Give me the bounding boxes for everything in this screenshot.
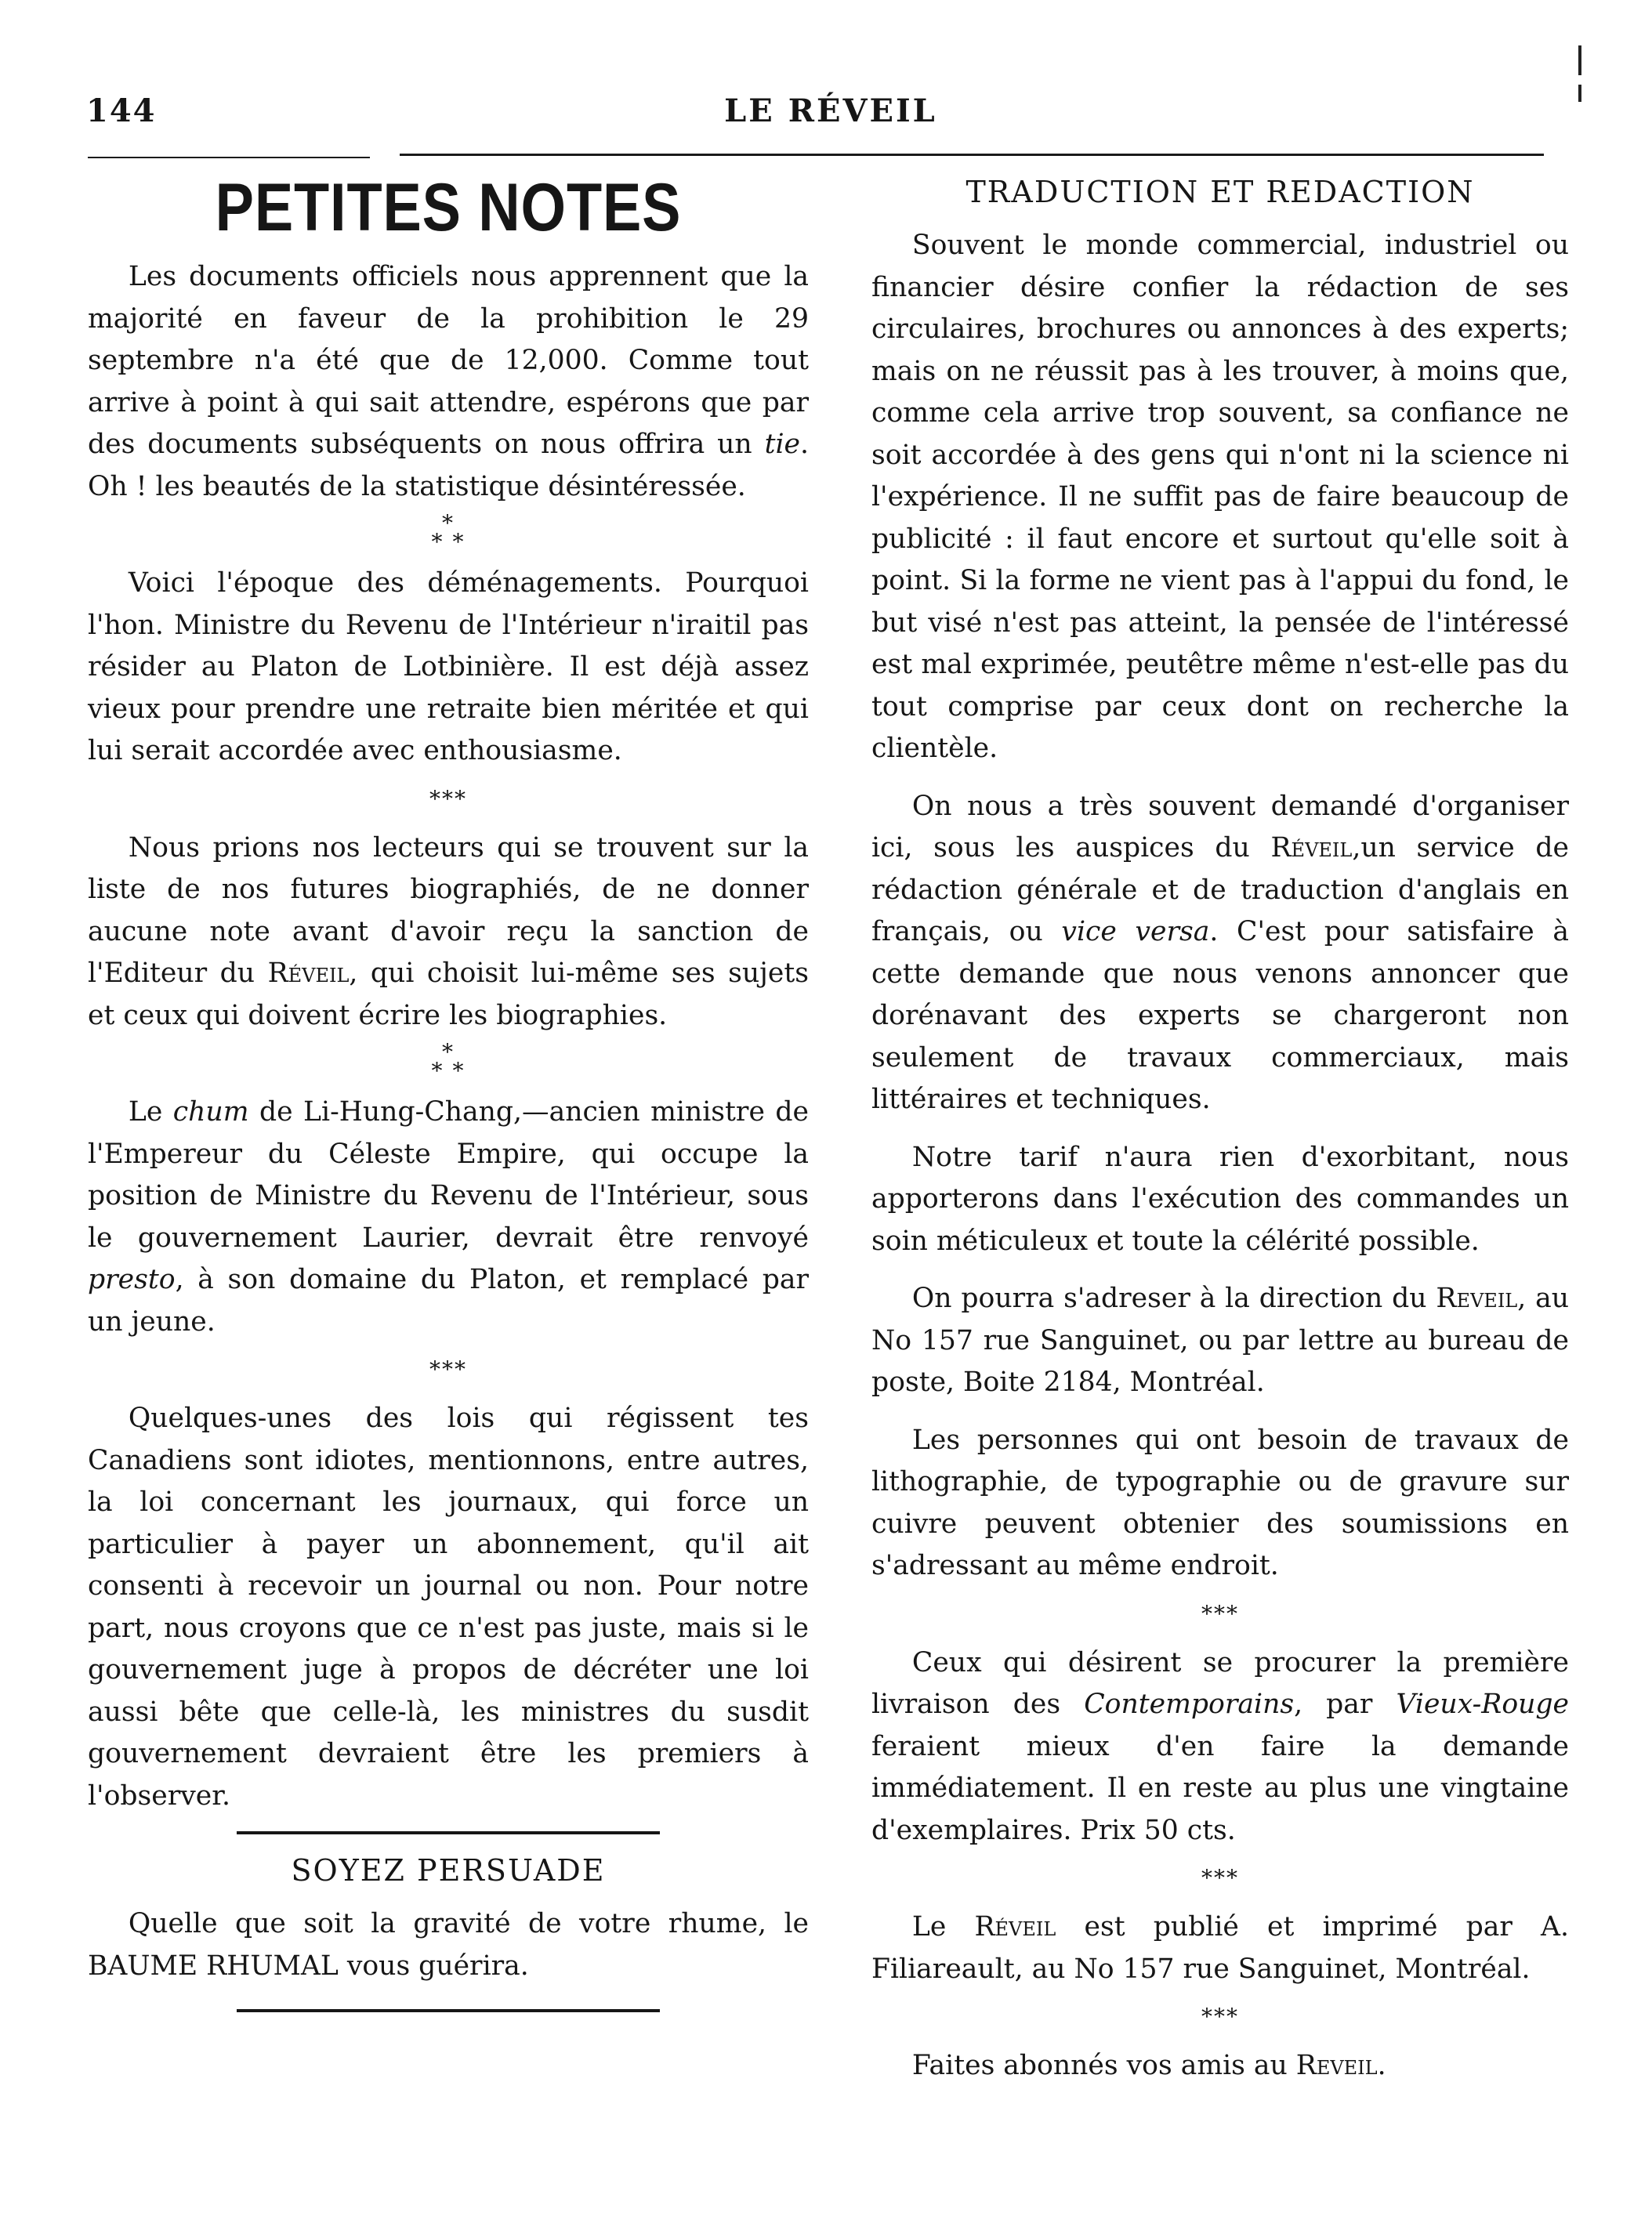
- article-paragraph: Souvent le monde commercial, industriel ou financier désire confier la rédaction de ses circulaires, brochures ou annonces à des experts; mais on ne réussit pas à les trouver, à moins que, comme cela arrive trop souvent, sa confiance ne soit accordée à des gens qui n'ont ni la science ni l'expérience. Il ne suffit pas de faire beaucoup de publicité : il faut encore et surtout qu'elle soit à point. Si la forme ne vient pas à l'appui du fond, le but visé n'est pas atteint, la pensée de l'intéressé est mal exprimée, peutêtre même n'est-elle pas du tout comprise par ceux dont on recherche la clientèle.: [871, 230, 1569, 764]
- advert-title: SOYEZ PERSUADE: [291, 1853, 606, 1888]
- article-paragraph: Faites abonnés vos amis au Reveil.: [911, 2050, 1386, 2081]
- article-paragraph: Notre tarif n'aura rien d'exorbitant, nous apporterons dans l'exécution des commandes un soin méticuleux et toute la célérité possible.: [871, 1141, 1569, 1257]
- note-paragraph: Quelques-unes des lois qui régissent tes Canadiens sont idiotes, mentionnons, entre autres, la loi concernant les journaux, qui force un particulier à payer un abonnement, qu'il ait consenti à recevoir un journal ou non. Pour notre part, nous croyons que ce n'est pas juste, mais si le gouvernement juge à propos de décréter une loi aussi bête que celle-là, les ministres du susdit gouvernement devraient être les premiers à l'observer.: [88, 1403, 809, 1812]
- article-paragraph: Les personnes qui ont besoin de travaux de lithographie, de typographie ou de gravure sur cuivre peuvent obtenier des soumissions en s'adressant au même endroit.: [871, 1424, 1569, 1581]
- note-paragraph: Nous prions nos lecteurs qui se trouvent sur la liste de nos futures biographiés, de ne donner aucune note avant d'avoir reçu la sanction de l'Editeur du Réveil, qui choisit lui-même ses sujets et ceux qui doivent écrire les biographies.: [88, 831, 810, 1031]
- right-column: [871, 168, 1569, 2087]
- page-header: [86, 92, 1575, 139]
- asterism-separator: ***: [1201, 2004, 1239, 2029]
- asterism-separator: ***: [429, 785, 467, 812]
- advert-rule-bottom: [237, 2009, 660, 2012]
- edge-mark: [1578, 45, 1581, 75]
- section-title-traduction: TRADUCTION ET REDACTION: [965, 175, 1475, 209]
- asterism-separator: ***: [429, 1356, 467, 1382]
- asterism-separator: * * *: [431, 510, 466, 555]
- header-rule-left: [88, 157, 370, 158]
- article-paragraph: Le Réveil est publié et imprimé par A. Filiareault, au No 157 rue Sanguinet, Montréal.: [871, 1911, 1569, 1985]
- asterism-separator: ***: [1201, 1865, 1239, 1891]
- note-paragraph: Voici l'époque des déménagements. Pourquoi l'hon. Ministre du Revenu de l'Intérieur n'iraitil pas résider au Platon de Lotbinière. Il est déjà assez vieux pour prendre une retraite bien méritée et qui lui serait accordée avec enthousiasme.: [88, 567, 809, 766]
- article-paragraph: Ceux qui désirent se procurer la première livraison des Contemporains, par Vieux-Rouge feraient mieux d'en faire la demande immédiatement. Il en reste au plus une vingtaine d'exemplaires. Prix 50 cts.: [871, 1646, 1569, 1846]
- header-rule: [400, 154, 1544, 156]
- asterism-separator: ***: [1201, 1600, 1239, 1627]
- advert-rule-top: [237, 1831, 660, 1834]
- note-paragraph: Le chum de Li-Hung-Chang,—ancien ministre de l'Empereur du Céleste Empire, qui occupe la position de Ministre du Revenu de l'Intérieur, sous le gouvernement Laurier, devrait être renvoyé presto, à son domaine du Platon, et remplacé par un jeune.: [88, 1096, 809, 1338]
- page-number: 144: [86, 92, 157, 129]
- article-paragraph: On pourra s'adreser à la direction du Reveil, au No 157 rue Sanguinet, ou par lettre au bureau de poste, Boite 2184, Montréal.: [871, 1283, 1569, 1398]
- asterism-separator: * * *: [431, 1039, 466, 1084]
- running-title: LE RÉVEIL: [724, 92, 937, 129]
- left-column: [88, 168, 809, 2025]
- advert-text: Quelle que soit la gravité de votre rhume, le BAUME RHUMAL vous guérira.: [88, 1908, 809, 1982]
- article-paragraph: On nous a très souvent demandé d'organiser ici, sous les auspices du Réveil,un service de rédaction générale et de traduction d'anglais en français, ou vice versa. C'est pour satisfaire à cette demande que nous venons annoncer que dorénavant des experts se chargeront non seulement de travaux commerciaux, mais littéraires et techniques.: [871, 790, 1569, 1115]
- section-title-petites-notes: PETITES NOTES: [215, 170, 682, 245]
- edge-mark: [1578, 85, 1581, 102]
- note-paragraph: Les documents officiels nous apprennent que la majorité en faveur de la prohibition le 29 septembre n'a été que de 12,000. Comme tout arrive à point à qui sait attendre, espérons que par des documents subséquents on nous offrira un tie. Oh ! les beautés de la statistique désintéressée.: [88, 261, 809, 502]
